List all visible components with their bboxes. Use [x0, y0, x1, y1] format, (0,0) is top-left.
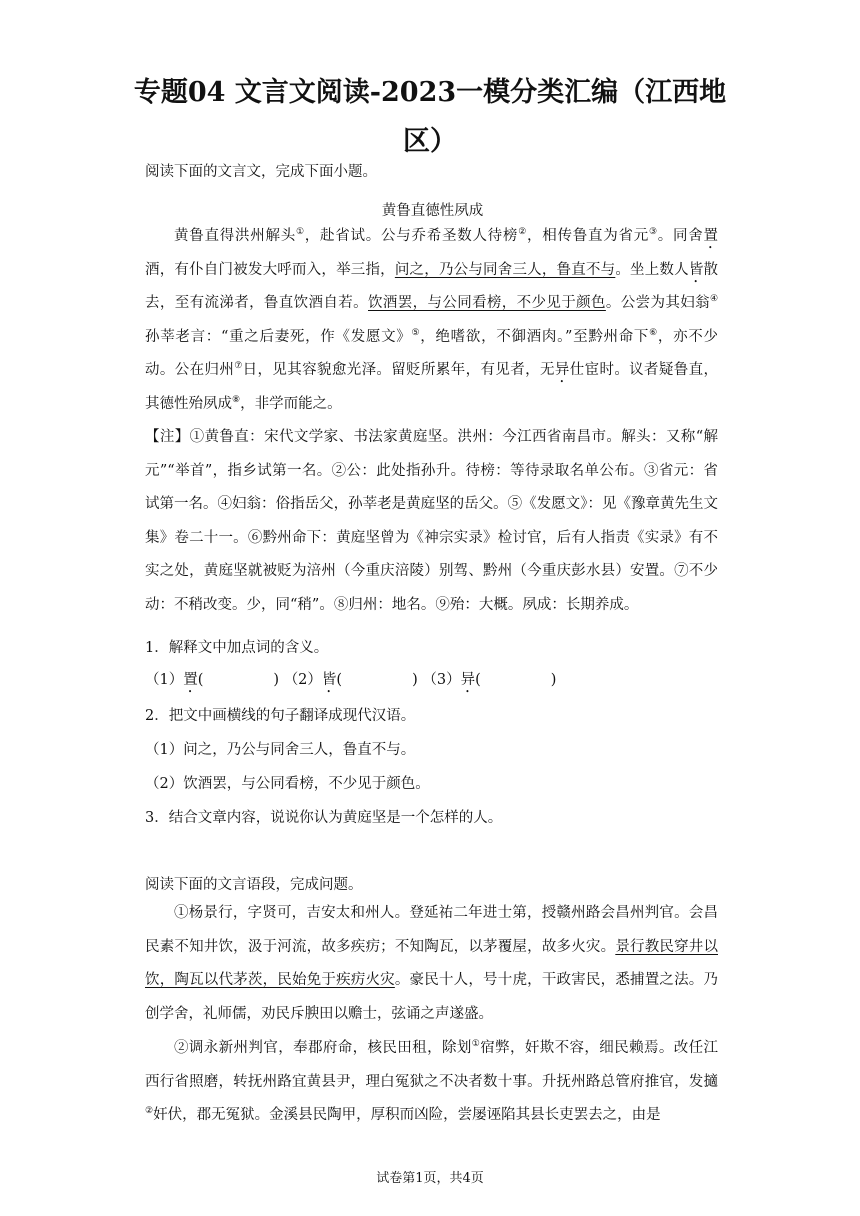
question-2: 2．把文中画横线的句子翻译成现代汉语。: [145, 708, 416, 724]
underlined-sentence-3: 景行教民穿井以饮，陶瓦以代茅茨，民始免于疾疠火灾: [145, 938, 718, 988]
question-3: 3．结合文章内容，说说你认为黄庭坚是一个怎样的人。: [145, 810, 503, 826]
dotted-word-yi: 异: [554, 362, 570, 378]
page-footer: 试卷第1页，共4页: [376, 1171, 484, 1186]
passage-heading: 黄鲁直德性夙成: [381, 203, 484, 219]
passage1-paragraph: 黄鲁直得洪州解头①，赴省试。公与乔希圣数人待榜②，相传鲁直为省元③。同舍置酒，有仆自门被发大呼而入，举三指，问之，乃公与同舍三人，鲁直不与。坐上数人皆散去，至有流涕者，鲁直饮酒自若。饮酒罢，与公同看榜，不少见于颜色。公尝为其妇翁④孙莘老言：“重之后妻死，作《发愿文》⑤，绝嗜欲，不御酒肉。”至黔州命下⑥，亦不少动。公在归州⑦日，见其容貌愈光泽。留贬所累年，有见者，无异仕宦时。议者疑鲁直，其德性殆夙成⑧，非学而能之。: [145, 227, 719, 412]
underlined-sentence-2: 饮酒罢，与公同看榜，不少见于颜色: [368, 295, 606, 311]
passage2-paragraph-2: ②调永新州判官，奉郡府命，核民田租，除划①宿弊，奸欺不容，细民赖焉。改任江西行省照磨，转抚州路宜黄县尹，理白冤狱之不决者数十事。升抚州路总管府推官，发擿②奸伏，郡无冤狱。金溪县民陶甲，厚积而凶险，尝屡诬陷其县长吏罢去之，由是: [145, 1039, 719, 1123]
question-2-item-1: （1）问之，乃公与同舍三人，鲁直不与。: [145, 742, 416, 758]
passage2-paragraph-1: ①杨景行，字贤可，吉安太和州人。登延祐二年进士第，授赣州路会昌州判官。会昌民素不知井饮，汲于河流，故多疾疠；不知陶瓦，以茅覆屋，故多火灾。景行教民穿井以饮，陶瓦以代茅茨，民始免于疾疠火灾。豪民十人，号十虎，干政害民，悉捕置之法。乃创学舍，礼师儒，劝民斥腴田以赡士，弦诵之声遂盛。: [145, 905, 719, 1022]
section1-intro: 阅读下面的文言文，完成下面小题。: [145, 164, 377, 180]
dotted-word-zhi: 置: [703, 228, 718, 244]
underlined-sentence-1: 问之，乃公与同舍三人，鲁直不与: [394, 261, 616, 278]
page-title: 专题04 文言文阅读-2023一模分类汇编（江西地区）: [133, 77, 727, 157]
question-2-item-2: （2）饮酒罢，与公同看榜，不少见于颜色。: [145, 776, 430, 792]
dotted-word-jie: 皆: [688, 261, 704, 278]
annotation-note: 【注】①黄鲁直：宋代文学家、书法家黄庭坚。洪州：今江西省南昌市。解头：又称“解元”“举首”，指乡试第一名。②公：此处指孙升。待榜：等待录取名单公布。③省元：省试第一名。④妇翁：俗指岳父，孙莘老是黄庭坚的岳父。⑤《发愿文》：见《豫章黄先生文集》卷二十一。⑥黔州命下：黄庭坚曾为《神宗实录》检讨官，后有人指责《实录》有不实之处，黄庭坚就被贬为涪州（今重庆涪陵）别驾、黔州（今重庆彭水县）安置。⑦不少动：不稍改变。少，同“稍”。⑧归州：地名。⑨殆：大概。夙成：长期养成。: [145, 429, 718, 613]
section2-intro: 阅读下面的文言语段，完成问题。: [145, 877, 363, 893]
question-1: 1．解释文中加点词的含义。: [145, 640, 329, 656]
question-1-items: （1）置( ) （2）皆( ) （3）异( ): [145, 672, 557, 688]
